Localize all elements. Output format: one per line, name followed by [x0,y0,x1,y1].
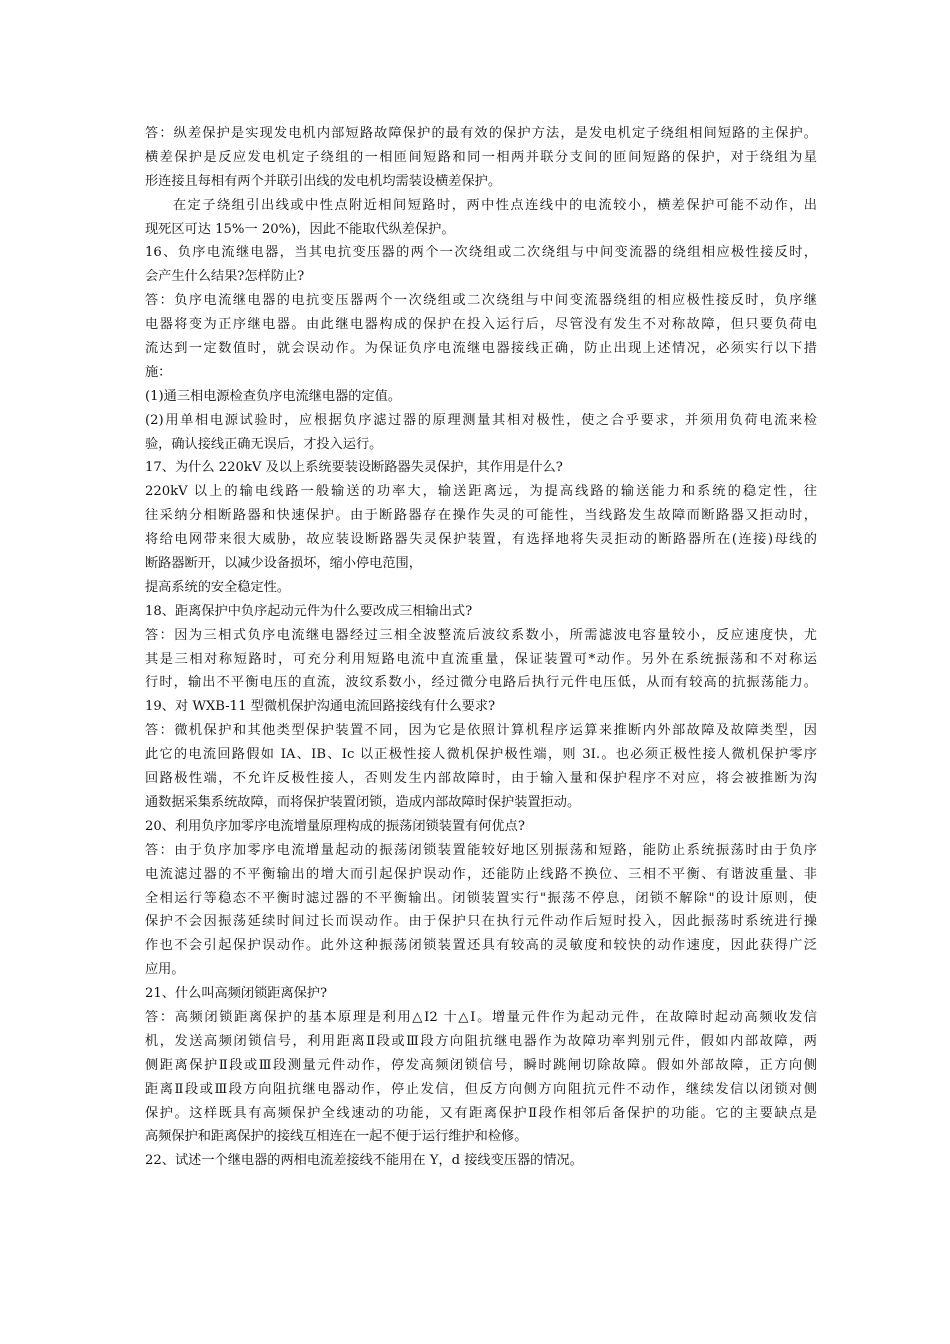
text-line: (1)通三相电源检查负序电流继电器的定值。 [145,388,402,404]
question-heading: 会产生什么结果?怎样防止? [145,269,305,285]
text-line: 此它的电流回路假如 IA、IB、Ic 以正极性接人微机保护极性端，则 3I.。也必须正极性接人微机保护零序 [145,747,817,763]
question-heading: 17、为什么 220kV 及以上系统要装设断路器失灵保护，其作用是什么? [145,460,563,476]
text-line: 保护不会因振荡延续时间过长而误动作。由于保护只在执行元件动作后短时投入，因此振荡时系统进行操 [145,914,817,930]
text-line: 流达到一定数值时，就会误动作。为保证负序电流继电器接线正确，防止出现上述情况，必须实行以下措 [145,341,817,357]
text-line: 横差保护是反应发电机定子绕组的一相匝间短路和同一相两并联分支间的匝间短路的保护，对于绕组为星 [145,149,817,165]
text-line: 应用。 [145,962,185,978]
text-line: 距离Ⅱ段或Ⅲ段方向阻抗继电器动作，停止发信，但反方向侧方向阻抗元件不动作，继续发信以闭锁对侧 [145,1081,817,1097]
text-line: 答：负序电流继电器的电抗变压器两个一次绕组或二次绕组与中间变流器绕组的相应极性接反时，负序继 [145,293,817,309]
text-line: 回路极性端，不允许反极性接人，否则发生内部故障时，由于输入量和保护程序不对应，将会被推断为沟 [145,771,817,787]
text-line: 提高系统的安全稳定性。 [145,579,291,595]
text-line: 其是三相对称短路时，可充分利用短路电流中直流重量，保证装置可*动作。另外在系统振荡和不对称运 [145,651,817,667]
text-line: 现死区可达 15%一 20%)，因此不能取代纵差保护。 [145,221,455,237]
text-line: 电器将变为正序继电器。由此继电器构成的保护在投入运行后，尽管没有发生不对称故障，但只要负荷电 [145,317,817,333]
question-heading: 20、利用负序加零序电流增量原理构成的振荡闭锁装置有何优点? [145,818,525,834]
question-heading: 18、距离保护中负序起动元件为什么要改成三相输出式? [145,603,473,619]
text-line: 形连接且每相有两个并联引出线的发电机均需装设横差保护。 [145,173,502,189]
text-line: 机，发送高频闭锁信号，利用距离Ⅱ段或Ⅲ段方向阻抗继电器作为故障功率判别元件，假如内部故障，两 [145,1033,817,1049]
text-line: 施： [145,364,172,380]
document-body [145,122,817,1173]
text-line: 往采纳分相断路器和快速保护。由于断路器存在操作失灵的可能性，当线路发生故障而断路器又拒动时， [145,508,817,524]
text-line: 高频保护和距离保护的接线互相连在一起不便于运行维护和检修。 [145,1129,528,1145]
text-line: 答：微机保护和其他类型保护装置不同，因为它是依照计算机程序运算来推断内外部故障及故障类型，因 [145,723,817,739]
text-line: 侧距离保护Ⅱ段或Ⅲ段测量元件动作，停发高频闭锁信号，瞬时跳闸切除故障。假如外部故障，正方向侧 [145,1057,817,1073]
text-line: 答：因为三相式负序电流继电器经过三相全波整流后波纹系数小，所需滤波电容量较小，反应速度快，尤 [145,627,817,643]
text-line: 全相运行等稳态不平衡时滤过器的不平衡输出。闭锁装置实行"振荡不停息，闭锁不解除"的设计原则，使 [145,890,817,906]
text-line: 220kV 以上的输电线路一般输送的功率大，输送距离远，为提高线路的输送能力和系统的稳定性，往 [145,484,817,500]
text-line: 电流滤过器的不平衡输出的增大而引起保护误动作，还能防止线路不换位、三相不平衡、有谐波重量、非 [145,866,817,882]
text-line: 验，确认接线正确无误后，才投入运行。 [145,436,383,452]
text-line: 在定子绕组引出线或中性点附近相间短路时，两中性点连线中的电流较小，横差保护可能不动作，出 [173,197,817,213]
text-line: 通数据采集系统故障，而将保护装置闭锁，造成内部故障时保护装置拒动。 [145,794,581,810]
text-line: 断路器断开，以减少设备损坏，缩小停电范围， [145,556,422,572]
text-line: 答：由于负序加零序电流增量起动的振荡闭锁装置能较好地区别振荡和短路，能防止系统振荡时由于负序 [145,842,817,858]
question-heading: 16、负序电流继电器，当其电抗变压器的两个一次绕组或二次绕组与中间变流器的绕组相应极性接反时， [145,245,817,261]
text-line: 将给电网带来很大威胁，故应装设断路器失灵保护装置，有选择地将失灵拒动的断路器所在(连接)母线的 [145,532,817,548]
question-heading: 19、对 WXB-11 型微机保护沟通电流回路接线有什么要求? [145,699,496,715]
question-heading: 21、什么叫高频闭锁距离保护? [145,986,328,1002]
text-line: (2)用单相电源试验时，应根据负序滤过器的原理测量其相对极性，使之合乎要求，并须用负荷电流来检 [145,412,817,428]
text-line: 答：纵差保护是实现发电机内部短路故障保护的最有效的保护方法，是发电机定子绕组相间短路的主保护。 [145,126,817,141]
text-line: 行时，输出不平衡电压的直流，波纹系数小，经过微分电路后执行元件电压低，从而有较高的抗振荡能力。 [145,675,817,691]
question-heading: 22、试述一个继电器的两相电流差接线不能用在 Y，d 接线变压器的情况。 [145,1153,583,1169]
text-line: 作也不会引起保护误动作。此外这种振荡闭锁装置还具有较高的灵敏度和较快的动作速度，因此获得广泛 [145,938,817,954]
text-line: 答：高频闭锁距离保护的基本原理是利用△I2 十△I。增量元件作为起动元件，在故障时起动高频收发信 [145,1009,817,1025]
text-line: 保护。这样既具有高频保护全线速动的功能，又有距离保护Ⅱ段作相邻后备保护的功能。它的主要缺点是 [145,1105,817,1121]
